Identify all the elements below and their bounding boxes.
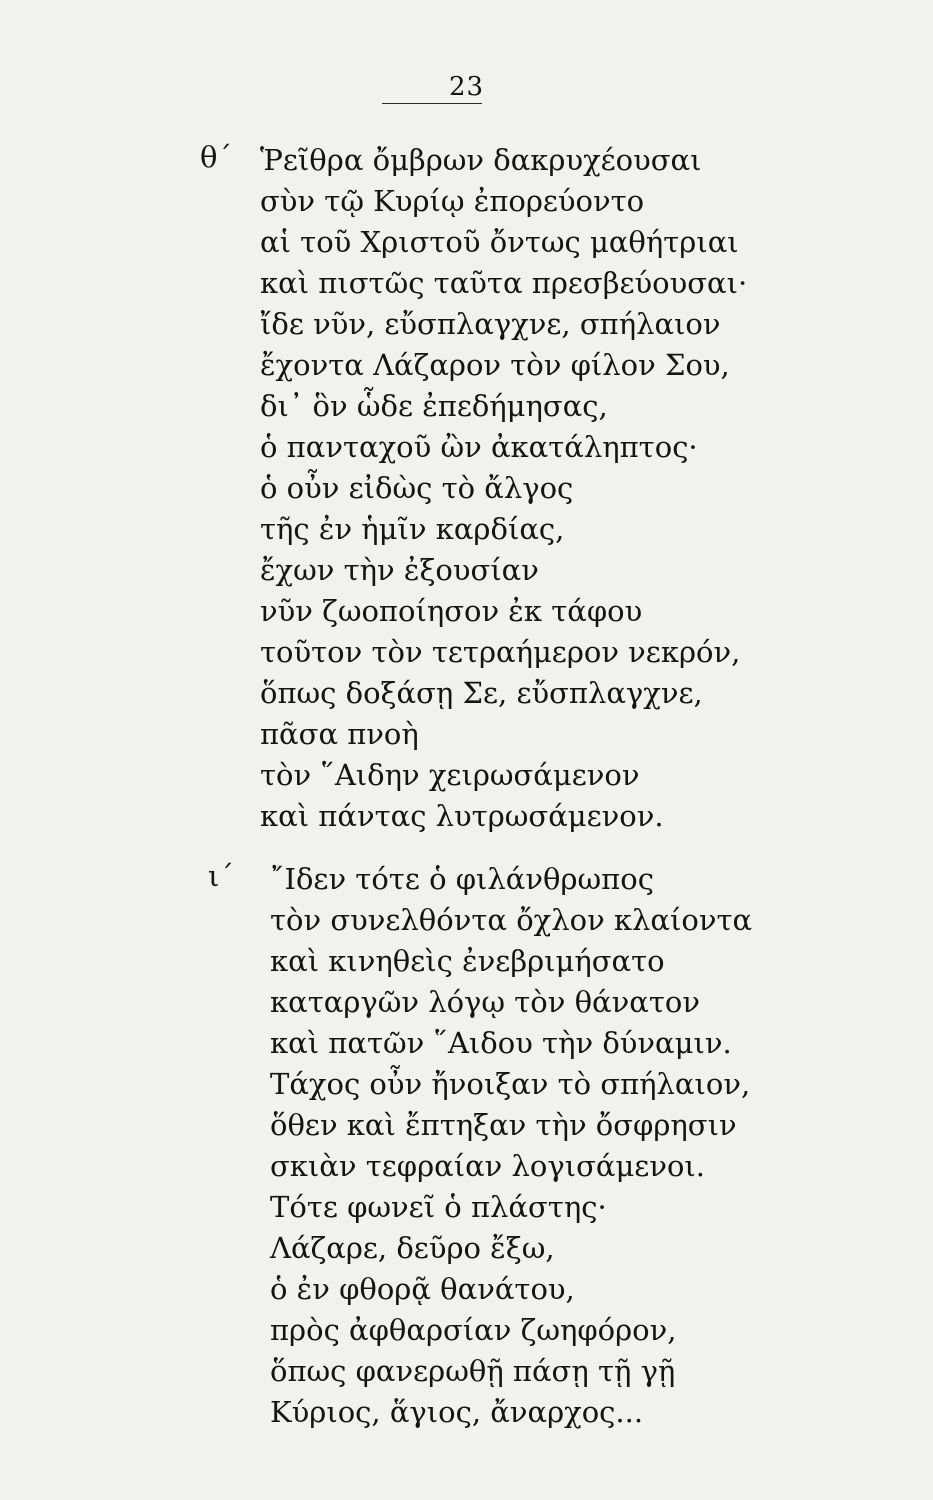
verse-line: τοῦτον τὸν τετραήμερον νεκρόν, (260, 635, 741, 669)
verse-line: ῎Ιδεν τότε ὁ φιλάνθρωπος (270, 862, 654, 896)
verse-line: ὅθεν καὶ ἔπτηξαν τὴν ὄσφρησιν (270, 1108, 737, 1142)
verse-line: Τάχος οὖν ἤνοιξαν τὸ σπήλαιον, (270, 1067, 751, 1101)
verse-line: ἔχων τὴν ἐξουσίαν (260, 553, 539, 587)
verse-line: τὸν ῞Αιδην χειρωσάμενον (260, 758, 640, 792)
verse-line: ὁ οὖν εἰδὼς τὸ ἄλγος (260, 471, 574, 505)
verse-line: πᾶσα πνοὴ (260, 717, 419, 751)
verse-line: ἔχοντα Λάζαρον τὸν φίλον Σου, (260, 348, 730, 382)
verse-line: καὶ πατῶν ῞Αιδου τὴν δύναμιν. (270, 1026, 732, 1060)
verse-line: αἱ τοῦ Χριστοῦ ὄντως μαθήτριαι (260, 225, 739, 259)
verse-line: ἴδε νῦν, εὔσπλαγχνε, σπήλαιον (260, 307, 721, 341)
verse-line: καὶ πιστῶς ταῦτα πρεσβεύουσαι· (260, 266, 748, 300)
verse-line: σκιὰν τεφραίαν λογισάμενοι. (270, 1149, 705, 1183)
verse-line: ὁ πανταχοῦ ὢν ἀκατάληπτος· (260, 430, 698, 464)
verse-line: δι᾽ ὃν ὧδε ἐπεδήμησας, (260, 389, 608, 423)
verse-line: Κύριος, ἅγιος, ἄναρχος... (270, 1395, 644, 1429)
verse-line: καὶ πάντας λυτρωσάμενον. (260, 799, 664, 833)
stanza-label: ι΄ (208, 859, 234, 893)
verse-line: Ῥεῖθρα ὄμβρων δακρυχέουσαι (260, 143, 702, 177)
stanza-label: θ΄ (200, 140, 232, 174)
verse-line: Λάζαρε, δεῦρο ἔξω, (270, 1231, 555, 1265)
verse-line: Τότε φωνεῖ ὁ πλάστης· (270, 1190, 607, 1224)
verse-line: καὶ κινηθεὶς ἐνεβριμήσατο (270, 944, 665, 978)
verse-line: τὸν συνελθόντα ὄχλον κλαίοντα (270, 903, 753, 937)
verse-line: ὁ ἐν φθορᾷ θανάτου, (270, 1272, 575, 1306)
verse-line: ὅπως δοξάσῃ Σε, εὔσπλαγχνε, (260, 676, 703, 710)
verse-line: τῆς ἐν ἡμῖν καρδίας, (260, 512, 565, 546)
page-number: 23 (448, 72, 485, 102)
verse-line: πρὸς ἀφθαρσίαν ζωηφόρον, (270, 1313, 677, 1347)
page-number-rule (382, 103, 482, 104)
verse-line: σὺν τῷ Κυρίῳ ἐπορεύοντο (260, 184, 645, 218)
verse-line: ὅπως φανερωθῇ πάσῃ τῇ γῇ (270, 1354, 676, 1388)
verse-line: καταργῶν λόγῳ τὸν θάνατον (270, 985, 700, 1019)
verse-line: νῦν ζωοποίησον ἐκ τάφου (260, 594, 643, 628)
